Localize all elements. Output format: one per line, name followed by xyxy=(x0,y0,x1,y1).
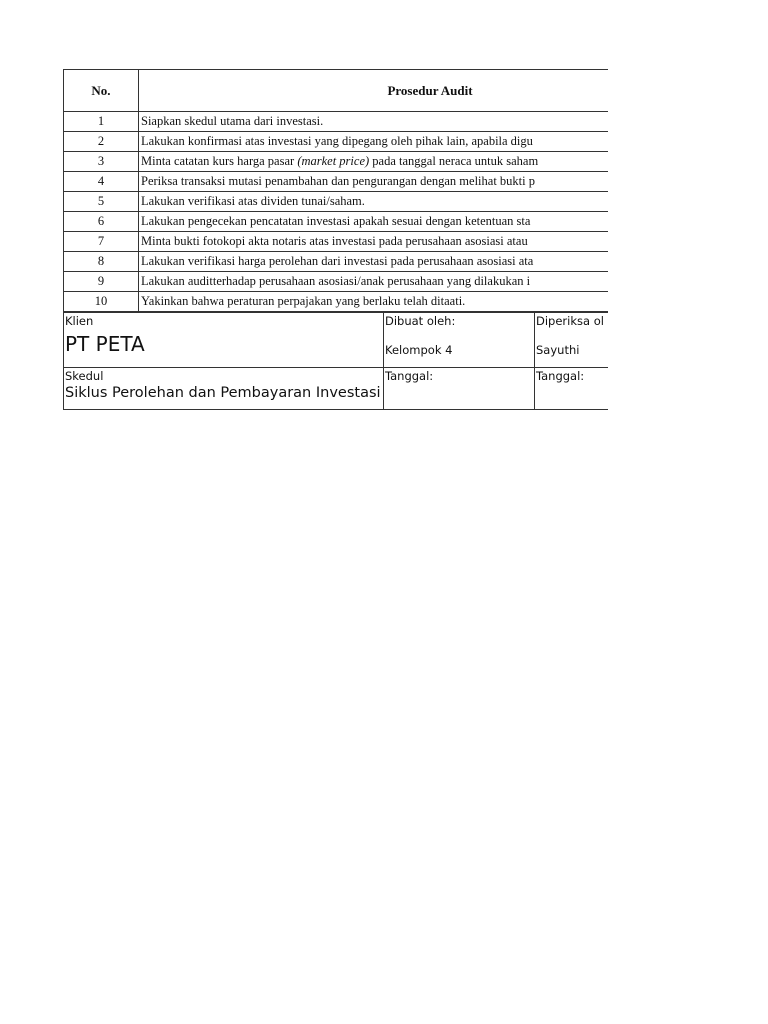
row-number: 2 xyxy=(64,132,139,152)
procedure-text-part: Lakukan auditterhadap perusahaan asosiasi/anak perusahaan yang dilakukan i xyxy=(141,274,531,289)
procedure-text-part: Lakukan pengecekan pencatatan investasi apakah sesuai dengan ketentuan sta xyxy=(141,214,531,229)
procedure-text xyxy=(139,172,609,192)
skedul-value: Siklus Perolehan dan Pembayaran Investasi xyxy=(65,385,381,401)
procedure-text xyxy=(139,212,609,232)
tanggal-dibuat-cell xyxy=(384,368,535,410)
diperiksa-value: Sayuthi xyxy=(536,343,580,357)
procedure-text xyxy=(139,272,609,292)
dibuat-value: Kelompok 4 xyxy=(385,343,453,357)
procedure-text xyxy=(139,192,609,212)
row-number: 1 xyxy=(64,112,139,132)
procedure-text xyxy=(139,112,609,132)
tanggal-diperiksa-label: Tanggal: xyxy=(536,369,585,383)
row-number: 6 xyxy=(64,212,139,232)
table-row xyxy=(64,112,609,132)
procedure-text xyxy=(139,252,609,272)
row-number: 5 xyxy=(64,192,139,212)
table-row xyxy=(64,192,609,212)
table-row xyxy=(64,232,609,252)
table-row xyxy=(64,172,609,192)
procedure-text xyxy=(139,132,609,152)
diperiksa-label: Diperiksa ol xyxy=(536,314,604,328)
procedure-text-part: Lakukan konfirmasi atas investasi yang dipegang oleh pihak lain, apabila digu xyxy=(141,134,533,149)
tanggal-dibuat-label: Tanggal: xyxy=(385,369,434,383)
procedure-text xyxy=(139,292,609,312)
worksheet-footer xyxy=(63,312,608,410)
header-no: No. xyxy=(64,70,139,112)
table-row xyxy=(64,252,609,272)
klien-value: PT PETA xyxy=(65,332,145,356)
row-number: 10 xyxy=(64,292,139,312)
klien-cell xyxy=(64,313,384,368)
row-number: 4 xyxy=(64,172,139,192)
table-row xyxy=(64,212,609,232)
table-row xyxy=(64,132,609,152)
table-header-row xyxy=(64,70,609,112)
procedure-text-part: Siapkan skedul utama dari investasi. xyxy=(141,114,324,129)
row-number: 9 xyxy=(64,272,139,292)
procedure-text-part: pada tanggal neraca untuk saham xyxy=(369,154,539,169)
skedul-cell xyxy=(64,368,384,410)
table-row xyxy=(64,152,609,172)
header-prosedur: Prosedur Audit xyxy=(387,83,473,98)
row-number: 8 xyxy=(64,252,139,272)
worksheet xyxy=(63,69,608,410)
row-number: 7 xyxy=(64,232,139,252)
klien-label: Klien xyxy=(65,314,94,328)
table-row xyxy=(64,292,609,312)
dibuat-cell xyxy=(384,313,535,368)
procedure-text-part: Yakinkan bahwa peraturan perpajakan yang berlaku telah ditaati. xyxy=(141,294,466,309)
procedure-text xyxy=(139,232,609,252)
skedul-label: Skedul xyxy=(65,369,104,383)
dibuat-label: Dibuat oleh: xyxy=(385,314,456,328)
tanggal-diperiksa-cell xyxy=(535,368,609,410)
procedure-text-part: Lakukan verifikasi atas dividen tunai/saham. xyxy=(141,194,365,209)
procedure-text-part: Periksa transaksi mutasi penambahan dan pengurangan dengan melihat bukti p xyxy=(141,174,535,189)
diperiksa-cell xyxy=(535,313,609,368)
procedure-text-part: Minta bukti fotokopi akta notaris atas investasi pada perusahaan asosiasi atau xyxy=(141,234,528,249)
procedure-text xyxy=(139,152,609,172)
table-row xyxy=(64,272,609,292)
procedure-text-part: Minta catatan kurs harga pasar xyxy=(141,154,298,169)
procedure-text-part: Lakukan verifikasi harga perolehan dari investasi pada perusahaan asosiasi ata xyxy=(141,254,534,269)
row-number: 3 xyxy=(64,152,139,172)
procedure-text-emphasis: (market price) xyxy=(297,154,370,169)
header-prosedur-cell xyxy=(139,70,609,112)
audit-procedure-table xyxy=(63,69,608,312)
